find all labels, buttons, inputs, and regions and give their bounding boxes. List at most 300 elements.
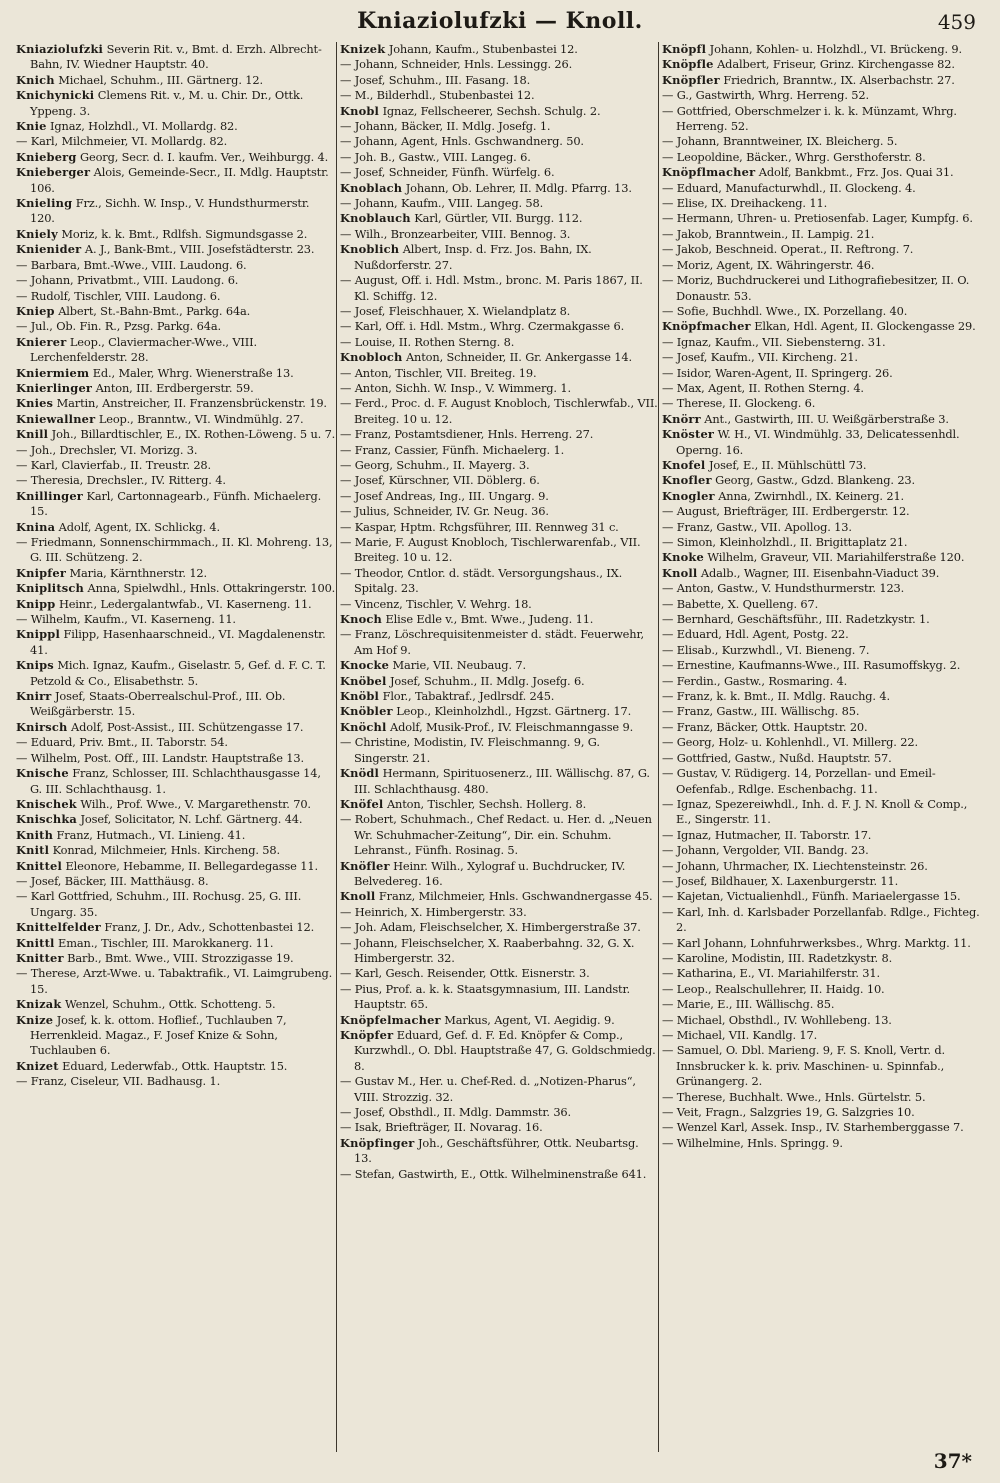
directory-entry — [662, 643, 982, 658]
directory-entry — [340, 674, 658, 689]
directory-entry — [662, 381, 982, 396]
entry-surname: Knöpfler — [662, 72, 720, 87]
entry-details: Leop., Branntw., VI. Windmühlg. 27. — [98, 411, 304, 426]
entry-surname: Knocke — [340, 658, 390, 673]
directory-entry — [662, 73, 982, 88]
entry-details: — Vincenz, Tischler, V. Wehrg. 18. — [340, 596, 532, 611]
entry-details: — Johann, Schneider, Hnls. Lessingg. 26. — [340, 57, 573, 72]
entry-surname: Knittl — [16, 935, 55, 950]
directory-entry — [340, 612, 658, 627]
entry-details: Clemens Rit. v., M. u. Chir. Dr., Ottk. Yppeng. 3. — [30, 88, 304, 118]
entry-details: Wenzel, Schuhm., Ottk. Schotteng. 5. — [64, 997, 276, 1012]
directory-entry — [662, 150, 982, 165]
directory-entry — [340, 57, 658, 72]
directory-entry — [662, 612, 982, 627]
entry-surname: Knill — [16, 427, 49, 442]
entry-details: Eduard, Gef. d. F. Ed. Knöpfer & Comp., Kurzwhdl., O. Dbl. Hauptstraße 47, G. Goldschmiedg. 8. — [354, 1028, 656, 1073]
directory-entry — [16, 520, 336, 535]
directory-entry — [662, 258, 982, 273]
directory-entry — [662, 905, 982, 936]
entry-details: Elkan, Hdl. Agent, II. Glockengasse 29. — [754, 319, 976, 334]
entry-details: — Leop., Realschullehrer, II. Haidg. 10. — [662, 981, 885, 996]
entry-details: Josef, Solicitator, N. Lchf. Gärtnerg. 44. — [80, 812, 303, 827]
entry-details: — Louise, II. Rothen Sterng. 8. — [340, 334, 515, 349]
directory-entry — [340, 73, 658, 88]
entry-details: Flor., Tabaktraf., Jedlrsdf. 245. — [382, 689, 555, 704]
entry-details: — Karl, Inh. d. Karlsbader Porzellanfab. Rdlge., Fichteg. 2. — [662, 904, 980, 935]
directory-entry — [340, 597, 658, 612]
entry-details: Franz, Schlosser, III. Schlachthausgasse 14, G. III. Schlachthausg. 1. — [30, 766, 321, 796]
entry-details: A. J., Bank-Bmt., VIII. Josefstädterstr. 23. — [84, 242, 315, 257]
entry-details: — Eduard, Manufacturwhdl., II. Glockeng. 4. — [662, 180, 916, 195]
directory-entry — [662, 951, 982, 966]
directory-entry — [662, 104, 982, 135]
entry-details: Joh., Geschäftsführer, Ottk. Neubartsg. 13. — [354, 1135, 639, 1166]
directory-entry — [662, 797, 982, 828]
directory-entry — [16, 1013, 336, 1059]
directory-entry — [16, 535, 336, 566]
entry-surname: Knöpfle — [662, 57, 714, 72]
entry-details: — Simon, Kleinholzhdl., II. Brigittaplatz 21. — [662, 535, 908, 549]
directory-entry — [662, 196, 982, 211]
directory-entry — [16, 88, 336, 119]
directory-entry — [662, 350, 982, 365]
entry-surname: Knofler — [662, 473, 712, 488]
entry-details: — Franz, Gastw., III. Wällischg. 85. — [662, 704, 860, 719]
entry-details: — Sofie, Buchhdl. Wwe., IX. Porzellang. 40. — [662, 303, 908, 318]
entry-details: — Wenzel Karl, Assek. Insp., IV. Starhemberggasse 7. — [662, 1120, 964, 1135]
directory-entry — [16, 843, 336, 858]
directory-entry — [16, 997, 336, 1012]
entry-details: Joh., Billardtischler, E., IX. Rothen-Löweng. 5 u. 7. — [51, 427, 336, 442]
entry-details: Adolf, Post-Assist., III. Schützengasse 17. — [71, 719, 304, 734]
entry-surname: Kniely — [16, 226, 58, 241]
directory-entry — [662, 720, 982, 735]
entry-details: — Gottfried, Oberschmelzer i. k. k. Münzamt, Whrg. Herreng. 52. — [662, 103, 957, 134]
entry-surname: Knize — [16, 1012, 54, 1027]
entry-surname: Kniplitsch — [16, 581, 85, 596]
entry-details: Markus, Agent, VI. Aegidig. 9. — [444, 1012, 615, 1027]
directory-entry — [340, 889, 658, 904]
directory-entry — [340, 443, 658, 458]
entry-details: W. H., VI. Windmühlg. 33, Delicatessenhdl. Operng. 16. — [676, 427, 960, 457]
entry-details: — Gustav, V. Rüdigerg. 14, Porzellan- und Emeil-Oefenfab., Rdlge. Eschenbachg. 11. — [662, 766, 936, 796]
column-1 — [16, 42, 336, 1447]
entry-details: — Isidor, Waren-Agent, II. Springerg. 26. — [662, 365, 893, 380]
directory-entry — [662, 535, 982, 550]
directory-entry — [16, 412, 336, 427]
entry-details: — Josef, Kürschner, VII. Döblerg. 6. — [340, 473, 540, 488]
entry-surname: Knizek — [340, 42, 386, 56]
directory-entry — [340, 566, 658, 597]
column-3 — [662, 42, 982, 1447]
entry-surname: Knobloch — [340, 350, 403, 365]
entry-details: — Ignaz, Kaufm., VII. Siebensterng. 31. — [662, 334, 886, 349]
entry-details: — Karl, Milchmeier, VI. Mollardg. 82. — [16, 134, 228, 149]
directory-entry — [662, 550, 982, 565]
directory-entry — [340, 350, 658, 365]
directory-entry — [662, 427, 982, 458]
entry-details: — Franz, Postamtsdiener, Hnls. Herreng. 27. — [340, 427, 594, 442]
directory-entry — [16, 828, 336, 843]
entry-surname: Knofel — [662, 457, 706, 472]
entry-details: — Eduard, Priv. Bmt., II. Taborstr. 54. — [16, 735, 228, 750]
entry-details: — Georg, Schuhm., II. Mayerg. 3. — [340, 457, 530, 472]
entry-details: — Karl Gottfried, Schuhm., III. Rochusg. 25, G. III. Ungarg. 35. — [16, 889, 302, 919]
directory-entry — [662, 982, 982, 997]
entry-details: Elise Edle v., Bmt. Wwe., Judeng. 11. — [385, 612, 594, 627]
directory-entry — [340, 658, 658, 673]
entry-surname: Kniep — [16, 303, 55, 318]
directory-entry — [340, 720, 658, 735]
entry-details: — Elisab., Kurzwhdl., VI. Bieneng. 7. — [662, 642, 870, 657]
entry-surname: Knizet — [16, 1058, 59, 1073]
directory-entry — [340, 735, 658, 766]
directory-entry — [16, 150, 336, 165]
entry-surname: Knoblich — [340, 242, 400, 257]
entry-details: — Friedmann, Sonnenschirmmach., II. Kl. Mohreng. 13, G. III. Schützeng. 2. — [16, 535, 333, 565]
entry-surname: Knischka — [16, 812, 78, 827]
entry-details: — Robert, Schuhmach., Chef Redact. u. Her. d. „Neuen Wr. Schuhmacher-Zeitung“, Dir. ein. Schuhm. Lehranst., Fünfh. Rosinag. 5. — [340, 812, 652, 858]
directory-entry — [340, 104, 658, 119]
directory-entry — [16, 134, 336, 149]
entry-details: — Ferd., Proc. d. F. August Knobloch, Tischlerwfab., VII. Breiteg. 10 u. 12. — [340, 396, 658, 426]
entry-surname: Knith — [16, 827, 54, 842]
entry-surname: Knich — [16, 72, 55, 87]
directory-entry — [16, 627, 336, 658]
directory-entry — [340, 196, 658, 211]
entry-surname: Knoll — [662, 565, 698, 580]
entry-details: — Gustav M., Her. u. Chef-Red. d. „Notizen-Pharus“, VIII. Strozzig. 32. — [340, 1074, 636, 1104]
entry-details: Adalb., Wagner, III. Eisenbahn-Viaduct 39. — [700, 565, 940, 580]
entry-details: — Josef, Fleischhauer, X. Wielandplatz 8. — [340, 303, 571, 318]
entry-details: Michael, Schuhm., III. Gärtnerg. 12. — [58, 72, 263, 87]
directory-entry — [16, 304, 336, 319]
directory-entry — [340, 165, 658, 180]
directory-entry — [662, 211, 982, 226]
entry-details: — Barbara, Bmt.-Wwe., VIII. Laudong. 6. — [16, 257, 247, 272]
entry-surname: Knienider — [16, 242, 82, 257]
entry-surname: Knischek — [16, 796, 77, 811]
column-2 — [340, 42, 658, 1447]
entry-details: — Johann, Bäcker, II. Mdlg. Josefg. 1. — [340, 119, 551, 134]
directory-entry — [340, 936, 658, 967]
entry-details: Georg, Gastw., Gdzd. Blankeng. 23. — [715, 473, 915, 488]
entry-details: Eleonore, Hebamme, II. Bellegardegasse 11. — [65, 858, 318, 873]
entry-details: — Johann, Fleischselcher, X. Raaberbahng. 32, G. X. Himbergerstr. 32. — [340, 935, 635, 965]
directory-entry — [340, 966, 658, 981]
entry-details: — Josef, Obsthdl., II. Mdlg. Dammstr. 36. — [340, 1105, 571, 1120]
entry-details: Severin Rit. v., Bmt. d. Erzh. Albrecht-Bahn, IV. Wiedner Hauptstr. 40. — [30, 42, 322, 72]
entry-surname: Knipfer — [16, 565, 67, 580]
directory-entry — [340, 766, 658, 797]
entry-details: Anna, Zwirnhdl., IX. Keinerg. 21. — [718, 488, 905, 503]
entry-surname: Knies — [16, 396, 54, 411]
entry-surname: Knöbel — [340, 673, 387, 688]
entry-surname: Knie — [16, 119, 47, 134]
entry-surname: Knitter — [16, 950, 64, 965]
entry-details: — Ignaz, Spezereiwhdl., Inh. d. F. J. N. Knoll & Comp., E., Singerstr. 11. — [662, 796, 968, 827]
directory-entry — [16, 335, 336, 366]
entry-surname: Knoch — [340, 612, 382, 627]
directory-entry — [16, 443, 336, 458]
entry-surname: Knöpflmacher — [662, 165, 756, 180]
entry-details: Johann, Kaufm., Stubenbastei 12. — [388, 42, 578, 56]
entry-details: — Joh., Drechsler, VI. Morizg. 3. — [16, 442, 198, 457]
entry-details: — Max, Agent, II. Rothen Sterng. 4. — [662, 380, 864, 395]
entry-surname: Knöpfl — [662, 42, 707, 56]
directory-entry — [340, 1028, 658, 1074]
entry-details: — Jakob, Branntwein., II. Lampig. 21. — [662, 226, 875, 241]
directory-entry — [662, 597, 982, 612]
directory-entry — [662, 751, 982, 766]
directory-entry — [662, 366, 982, 381]
entry-surname: Knödl — [340, 766, 380, 781]
directory-entry — [662, 936, 982, 951]
entry-details: — Karl, Gesch. Reisender, Ottk. Eisnerstr. 3. — [340, 966, 590, 981]
entry-details: Josef, E., II. Mühlschüttl 73. — [708, 457, 867, 472]
page-number: 459 — [937, 10, 976, 34]
entry-details: Johann, Ob. Lehrer, II. Mdlg. Pfarrg. 13. — [405, 180, 632, 195]
directory-entry — [340, 920, 658, 935]
entry-surname: Knörr — [662, 411, 701, 426]
printer-signature: 37* — [933, 1449, 972, 1473]
entry-surname: Knirsch — [16, 719, 68, 734]
directory-entry — [340, 134, 658, 149]
entry-details: Anton, Tischler, Sechsh. Hollerg. 8. — [386, 796, 587, 811]
directory-entry — [340, 689, 658, 704]
entry-details: Eman., Tischler, III. Marokkanerg. 11. — [58, 935, 274, 950]
entry-details: Ignaz, Fellscheerer, Sechsh. Schulg. 2. — [382, 103, 601, 118]
entry-details: — Johann, Vergolder, VII. Bandg. 23. — [662, 843, 869, 858]
entry-details: Marie, VII. Neubaug. 7. — [392, 658, 526, 673]
entry-details: Georg, Secr. d. I. kaufm. Ver., Weihburgg. 4. — [80, 149, 329, 164]
entry-surname: Knichynicki — [16, 88, 95, 103]
entry-details: Albert, Insp. d. Frz. Jos. Bahn, IX. Nußdorferstr. 27. — [354, 242, 592, 272]
entry-details: Josef, Staats-Oberrealschul-Prof., III. Ob. Weißgärberstr. 15. — [30, 689, 286, 719]
entry-surname: Knittelfelder — [16, 920, 101, 935]
entry-details: — Josef Andreas, Ing., III. Ungarg. 9. — [340, 488, 549, 503]
entry-details: — Johann, Branntweiner, IX. Bleicherg. 5. — [662, 134, 898, 149]
entry-details: — Joh. B., Gastw., VIII. Langeg. 6. — [340, 149, 531, 164]
directory-entry — [662, 1120, 982, 1135]
entry-details: Alois, Gemeinde-Secr., II. Mdlg. Hauptstr. 106. — [30, 165, 329, 195]
directory-entry — [340, 304, 658, 319]
directory-entry — [16, 859, 336, 874]
directory-entry — [340, 1120, 658, 1135]
entry-details: — Karl Johann, Lohnfuhrwerksbes., Whrg. Marktg. 11. — [662, 935, 971, 950]
entry-details: Wilhelm, Graveur, VII. Mariahilferstraße 120. — [707, 550, 965, 565]
directory-entry — [16, 227, 336, 242]
directory-entry — [340, 1074, 658, 1105]
entry-details: Anton, Schneider, II. Gr. Ankergasse 14. — [405, 350, 632, 365]
entry-details: — Kaspar, Hptm. Rchgsführer, III. Rennweg 31 c. — [340, 519, 619, 534]
entry-surname: Knöpfinger — [340, 1135, 415, 1150]
directory-entry — [662, 504, 982, 519]
directory-entry — [662, 396, 982, 411]
entry-details: — August, Off. i. Hdl. Mstm., bronc. M. Paris 1867, II. Kl. Schiffg. 12. — [340, 273, 643, 303]
directory-entry — [16, 874, 336, 889]
entry-details: — Ignaz, Hutmacher, II. Taborstr. 17. — [662, 827, 872, 842]
directory-entry — [662, 735, 982, 750]
directory-entry — [662, 520, 982, 535]
directory-entry — [340, 812, 658, 858]
directory-entry — [340, 504, 658, 519]
entry-details: — Christine, Modistin, IV. Fleischmanng. 9, G. Singerstr. 21. — [340, 735, 600, 765]
directory-entry — [16, 1074, 336, 1089]
entry-details: — Franz, Gastw., VII. Apollog. 13. — [662, 519, 852, 534]
directory-entry — [16, 489, 336, 520]
entry-details: Albert, St.-Bahn-Bmt., Parkg. 64a. — [58, 303, 251, 318]
entry-details: Josef, Schuhm., II. Mdlg. Josefg. 6. — [390, 673, 585, 688]
entry-surname: Knirr — [16, 689, 52, 704]
entry-surname: Knöpfmacher — [662, 319, 751, 334]
directory-entry — [662, 227, 982, 242]
entry-surname: Knoblauch — [340, 211, 411, 226]
entry-details: Wilh., Prof. Wwe., V. Margarethenstr. 70. — [80, 796, 311, 811]
entry-details: — Veit, Fragn., Salzgries 19, G. Salzgries 10. — [662, 1105, 915, 1120]
entry-details: — August, Briefträger, III. Erdbergerstr. 12. — [662, 504, 910, 519]
entry-surname: Knoll — [340, 889, 376, 904]
entry-details: — Anton, Tischler, VII. Breiteg. 19. — [340, 365, 537, 380]
entry-details: — Franz, Löschrequisitenmeister d. städt. Feuerwehr, Am Hof 9. — [340, 627, 644, 657]
directory-entry — [16, 720, 336, 735]
entry-details: Adolf, Bankbmt., Frz. Jos. Quai 31. — [758, 165, 954, 180]
entry-details: — Marie, E., III. Wällischg. 85. — [662, 997, 835, 1012]
directory-entry — [16, 273, 336, 288]
directory-entry — [662, 273, 982, 304]
entry-details: Heinr. Wilh., Xylograf u. Buchdrucker, IV. Belvedereg. 16. — [354, 858, 626, 888]
directory-entry — [16, 319, 336, 334]
entry-surname: Knizak — [16, 997, 62, 1012]
directory-entry — [16, 566, 336, 581]
directory-entry — [340, 489, 658, 504]
directory-entry — [662, 859, 982, 874]
entry-details: Mich. Ignaz, Kaufm., Giselastr. 5, Gef. d. F. C. T. Petzold & Co., Elisabethstr. 5. — [30, 658, 326, 688]
entry-details: — Jul., Ob. Fin. R., Pzsg. Parkg. 64a. — [16, 319, 221, 334]
entry-details: — Kajetan, Victualienhdl., Fünfh. Mariaelergasse 15. — [662, 889, 961, 904]
entry-details: — Hermann, Uhren- u. Pretiosenfab. Lager, Kumpfg. 6. — [662, 211, 973, 226]
entry-details: — Samuel, O. Dbl. Marieng. 9, F. S. Knoll, Vertr. d. Innsbrucker k. k. priv. Maschinen- u. Spinnfab., Grünangerg. 2. — [662, 1043, 945, 1089]
entry-details: — Johann, Privatbmt., VIII. Laudong. 6. — [16, 273, 239, 288]
entry-details: Ant., Gastwirth, III. U. Weißgärberstraße 3. — [704, 411, 949, 426]
entry-surname: Kniewallner — [16, 411, 96, 426]
directory-entry — [16, 612, 336, 627]
directory-entry — [340, 1167, 658, 1182]
entry-surname: Knöpfer — [340, 1028, 394, 1042]
entry-details: — Ernestine, Kaufmanns-Wwe., III. Rasumoffskyg. 2. — [662, 658, 961, 673]
entry-details: — Theresia, Drechsler., IV. Ritterg. 4. — [16, 473, 226, 488]
directory-entry — [662, 674, 982, 689]
entry-details: Leop., Kleinholzhdl., Hgzst. Gärtnerg. 17. — [396, 704, 632, 719]
directory-entry — [662, 458, 982, 473]
entry-details: — Moriz, Buchdruckerei und Lithografiebesitzer, II. O. Donaustr. 53. — [662, 273, 970, 303]
directory-entry — [340, 319, 658, 334]
directory-entry — [662, 658, 982, 673]
directory-entry — [662, 1013, 982, 1028]
directory-entry — [662, 473, 982, 488]
entry-details: — M., Bilderhdl., Stubenbastei 12. — [340, 88, 535, 103]
entry-details: — Johann, Uhrmacher, IX. Liechtensteinstr. 26. — [662, 858, 928, 873]
directory-entry — [16, 396, 336, 411]
entry-details: Karl, Gürtler, VII. Burgg. 112. — [414, 211, 583, 226]
entry-details: Anna, Spielwdhl., Hnls. Ottakringerstr. 100. — [87, 581, 336, 596]
entry-details: Filipp, Hasenhaarschneid., VI. Magdalenenstr. 41. — [30, 627, 326, 657]
entry-surname: Knöfel — [340, 796, 384, 811]
entry-surname: Knina — [16, 519, 56, 534]
entry-details: Frz., Sichh. W. Insp., V. Hundsthurmerstr. 120. — [30, 196, 310, 226]
directory-entry — [16, 242, 336, 257]
directory-entry — [340, 366, 658, 381]
directory-entry — [662, 997, 982, 1012]
directory-entry — [16, 366, 336, 381]
entry-details: Martin, Anstreicher, II. Franzensbrückenstr. 19. — [56, 396, 327, 411]
entry-details: — Michael, Obsthdl., IV. Wohllebeng. 13. — [662, 1012, 892, 1027]
entry-details: Leop., Claviermacher-Wwe., VIII. Lerchenfelderstr. 28. — [30, 334, 257, 365]
entry-surname: Knoblach — [340, 180, 403, 195]
entry-surname: Knoke — [662, 550, 704, 565]
entry-details: Josef, k. k. ottom. Hoflief., Tuchlauben 7, Herrenkleid. Magaz., F. Josef Knize & Sohn, Tuchlauben 6. — [30, 1012, 287, 1058]
directory-entry — [340, 473, 658, 488]
directory-entry — [16, 73, 336, 88]
entry-details: Franz, Milchmeier, Hnls. Gschwandnergasse 45. — [378, 889, 653, 904]
directory-entry — [16, 165, 336, 196]
directory-entry — [16, 196, 336, 227]
entry-details: Eduard, Lederwfab., Ottk. Hauptstr. 15. — [62, 1058, 288, 1073]
entry-details: Hermann, Spirituosenerz., III. Wällischg. 87, G. III. Schlachthausg. 480. — [354, 766, 650, 796]
entry-details: Friedrich, Branntw., IX. Alserbachstr. 27. — [723, 72, 955, 87]
directory-entry — [662, 874, 982, 889]
entry-surname: Knieling — [16, 196, 73, 211]
entry-details: — Babette, X. Quelleng. 67. — [662, 596, 819, 611]
directory-entry — [16, 289, 336, 304]
directory-entry — [662, 181, 982, 196]
directory-entry — [16, 936, 336, 951]
entry-details: — Moriz, Agent, IX. Währingerstr. 46. — [662, 257, 875, 272]
directory-entry — [16, 597, 336, 612]
directory-entry — [662, 689, 982, 704]
entry-details: — Franz, Bäcker, Ottk. Hauptstr. 20. — [662, 719, 868, 734]
entry-surname: Knöpfelmacher — [340, 1012, 441, 1027]
entry-details: Barb., Bmt. Wwe., VIII. Strozzigasse 19. — [67, 950, 294, 965]
entry-details: — Jakob, Beschneid. Operat., II. Reftrong. 7. — [662, 242, 914, 257]
directory-entry — [16, 581, 336, 596]
directory-entry — [16, 689, 336, 720]
directory-entry — [340, 982, 658, 1013]
entry-details: — Pius, Prof. a. k. k. Staatsgymnasium, III. Landstr. Hauptstr. 65. — [340, 981, 630, 1012]
directory-entry — [662, 88, 982, 103]
entry-details: — Theodor, Cntlor. d. städt. Versorgungshaus., IX. Spitalg. 23. — [340, 565, 623, 596]
column-divider — [658, 42, 659, 1452]
entry-details: Franz, Hutmach., VI. Linieng. 41. — [56, 827, 246, 842]
entry-details: — Elise, IX. Dreihackeng. 11. — [662, 196, 828, 211]
entry-surname: Knöbl — [340, 689, 380, 704]
entry-details: — G., Gastwirth, Whrg. Herreng. 52. — [662, 88, 869, 103]
entry-surname: Knierlinger — [16, 380, 93, 395]
directory-entry — [16, 42, 336, 73]
directory-entry — [16, 381, 336, 396]
directory-entry — [16, 258, 336, 273]
entry-details: Karl, Cartonnagearb., Fünfh. Michaelerg. 15. — [30, 488, 322, 519]
entry-details: — Isak, Briefträger, II. Novarag. 16. — [340, 1120, 543, 1135]
directory-entry — [340, 535, 658, 566]
column-divider — [336, 42, 337, 1452]
directory-entry — [16, 1059, 336, 1074]
entry-details: Franz, J. Dr., Adv., Schottenbastei 12. — [104, 920, 315, 935]
directory-entry — [340, 150, 658, 165]
directory-entry — [662, 1105, 982, 1120]
directory-entry — [16, 766, 336, 797]
